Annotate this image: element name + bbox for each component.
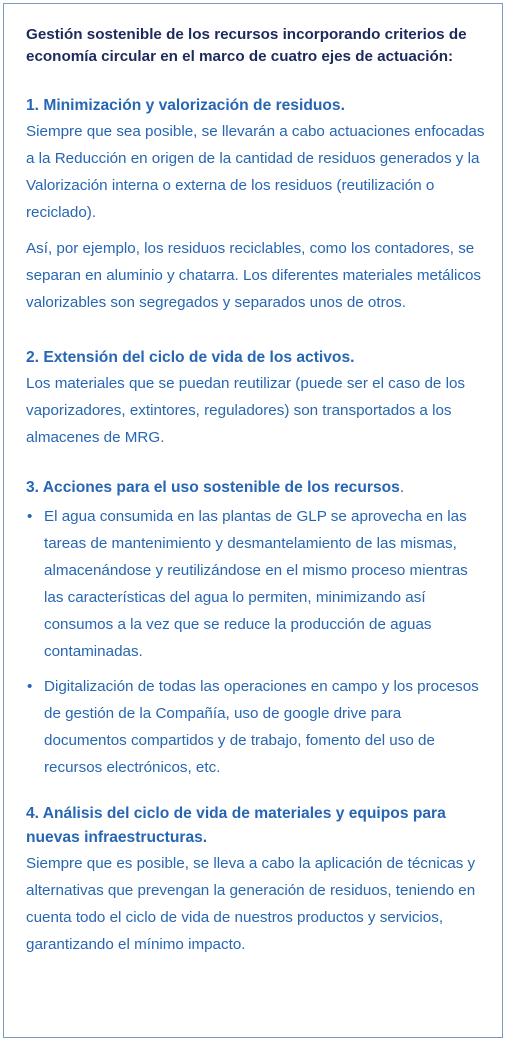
- bullet-icon: •: [27, 678, 33, 695]
- section-heading: 1. Minimización y valorización de residuos.: [26, 97, 345, 114]
- section-heading-text: 3. Acciones para el uso sostenible de los recursos: [26, 479, 400, 496]
- section-paragraph: Así, por ejemplo, los residuos reciclables, como los contadores, se separan en aluminio y chatarra. Los diferentes materiales metálicos valorizables son segregados y separados unos de otros.: [26, 240, 482, 311]
- section-sustainable-resources: [26, 476, 488, 781]
- bullet-icon: •: [27, 508, 33, 525]
- content-box: [3, 3, 503, 1038]
- bullet-item: [26, 503, 488, 665]
- bullet-list: [26, 503, 488, 781]
- intro-heading: Gestión sostenible de los recursos incorporando criterios de economía circular en el marco de cuatro ejes de actuación:: [26, 26, 467, 65]
- section-heading-period: .: [399, 479, 405, 496]
- bullet-item: [26, 673, 488, 781]
- section-paragraph: Los materiales que se puedan reutilizar (puede ser el caso de los vaporizadores, extintores, reguladores) son transportados a los almacenes de MRG.: [26, 375, 466, 446]
- section-heading: [26, 476, 488, 500]
- section-asset-lifecycle: [26, 346, 488, 451]
- section-paragraph: Siempre que es posible, se lleva a cabo la aplicación de técnicas y alternativas que prevengan la generación de residuos, teniendo en cuenta todo el ciclo de vida de nuestros productos y servicios, garantizando el mínimo impacto.: [26, 855, 476, 953]
- bullet-text: El agua consumida en las plantas de GLP se aprovecha en las tareas de mantenimiento y desmantelamiento de las mismas, almacenándose y reutilizándose en el mismo proceso mientras las características del agua lo permiten, minimizando así consumos a la vez que se reduce la producción de aguas contaminadas.: [44, 508, 468, 660]
- section-waste-minimization: [26, 94, 488, 316]
- content-body: [26, 24, 488, 986]
- section-paragraph: Siempre que sea posible, se llevarán a cabo actuaciones enfocadas a la Reducción en origen de la cantidad de residuos generados y la Valorización interna o externa de los residuos (reutilización o reciclado).: [26, 123, 485, 221]
- section-heading: 2. Extensión del ciclo de vida de los activos.: [26, 349, 355, 366]
- section-lifecycle-analysis: [26, 802, 488, 958]
- bullet-text: Digitalización de todas las operaciones en campo y los procesos de gestión de la Compañía, uso de google drive para documentos compartidos y de trabajo, fomento del uso de recursos electrónicos, etc.: [44, 678, 479, 776]
- section-heading: 4. Análisis del ciclo de vida de materiales y equipos para nuevas infraestructuras.: [26, 805, 446, 846]
